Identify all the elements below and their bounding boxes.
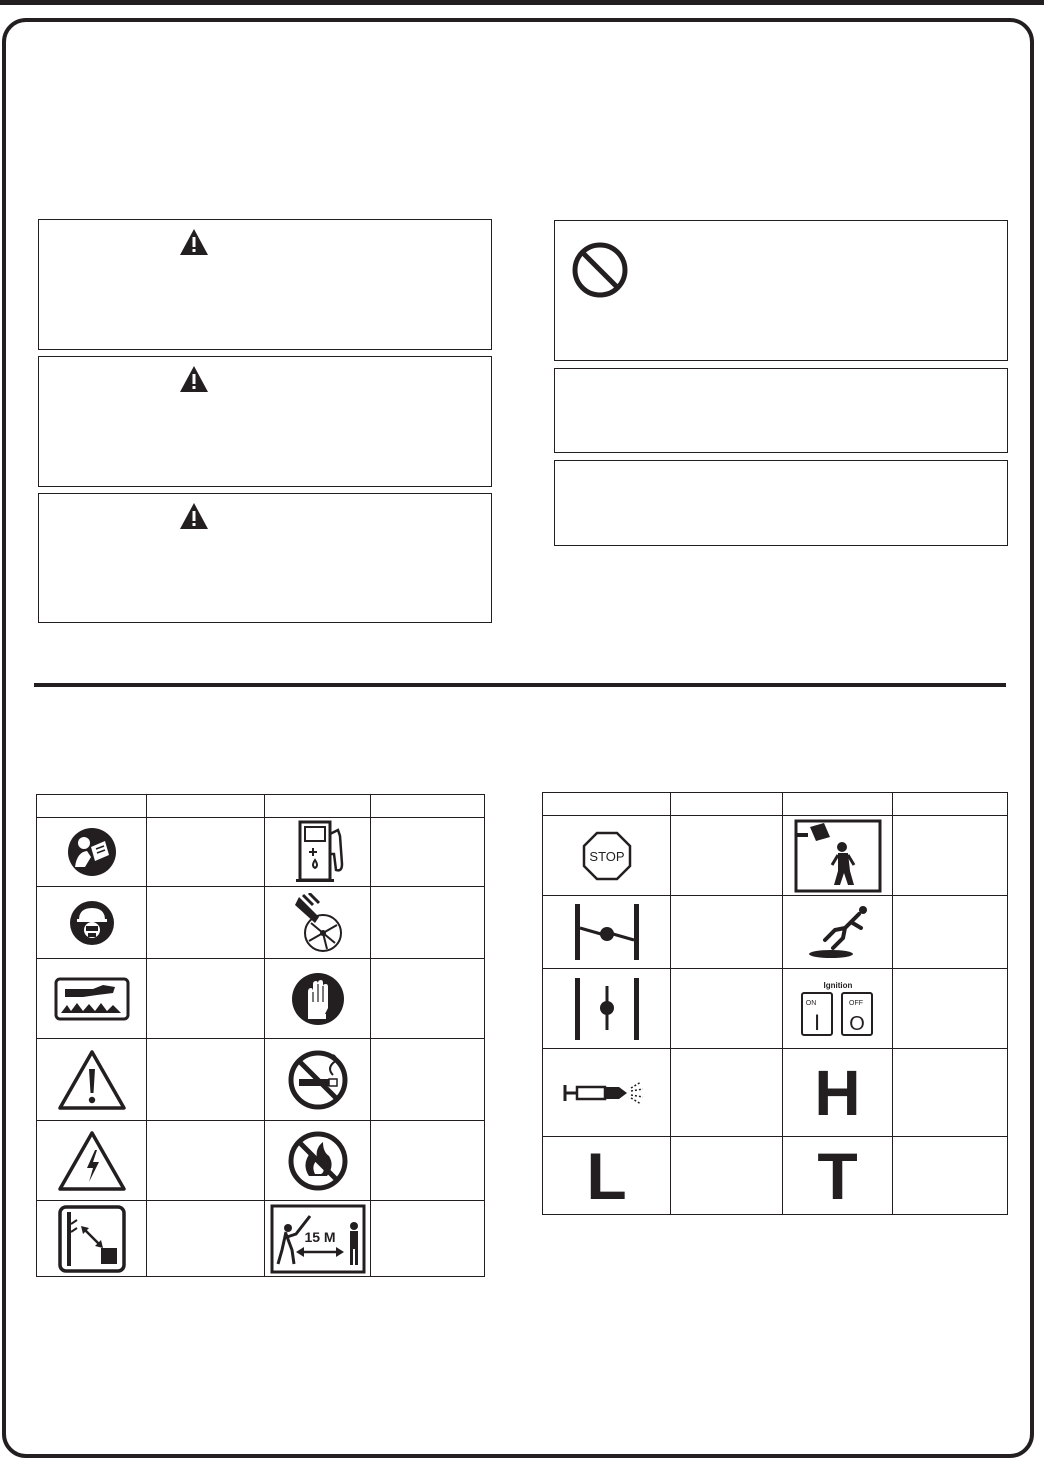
alert-triangle-icon — [179, 365, 209, 393]
letter-l-icon: L — [586, 1138, 627, 1213]
table-header-row — [543, 793, 1008, 816]
letter-h-icon: H — [814, 1056, 861, 1129]
high-pressure-injection-icon — [559, 1076, 655, 1110]
pole-clearance-icon — [57, 1204, 127, 1274]
symbols-table-left — [36, 794, 485, 1277]
warning-box — [38, 356, 492, 487]
prohibited-box — [554, 220, 1008, 361]
table-row — [543, 1049, 1008, 1137]
valve-closed-icon — [567, 976, 647, 1042]
table-row — [37, 959, 485, 1039]
alert-triangle-icon — [179, 502, 209, 530]
table-row — [543, 896, 1008, 969]
ignition-title: Ignition — [823, 980, 852, 990]
alert-triangle-icon — [179, 228, 209, 256]
important-box — [554, 460, 1008, 546]
on-label: ON — [805, 999, 816, 1007]
stop-label: STOP — [588, 848, 625, 864]
table-row — [543, 1137, 1008, 1215]
protective-glove-icon — [291, 972, 345, 1026]
table-row — [37, 1201, 485, 1277]
hand-hot-surface-icon — [53, 977, 131, 1021]
distance-15m-icon — [270, 1204, 366, 1274]
warning-exclamation-icon — [57, 1049, 127, 1111]
table-row — [543, 969, 1008, 1049]
table-row — [37, 1039, 485, 1121]
no-open-flame-icon — [287, 1130, 349, 1192]
off-label: OFF — [848, 999, 863, 1007]
table-header-row — [37, 795, 485, 818]
symbols-table-right — [542, 792, 1008, 1215]
danger-box — [38, 219, 492, 350]
table-row — [37, 1121, 485, 1201]
valve-open-icon — [567, 902, 647, 962]
hand-fan-entanglement-icon — [289, 893, 347, 953]
table-row — [37, 887, 485, 959]
falling-object-icon — [794, 819, 882, 893]
hard-hat-mask-icon — [69, 900, 115, 946]
read-manual-icon — [67, 827, 117, 877]
section-divider — [34, 683, 1006, 687]
electrical-shock-icon — [57, 1130, 127, 1192]
slip-hazard-icon — [805, 904, 871, 960]
table-row — [543, 816, 1008, 896]
no-smoking-icon — [287, 1049, 349, 1111]
notice-box — [554, 368, 1008, 453]
caution-box — [38, 493, 492, 623]
stop-sign-icon — [582, 831, 632, 881]
table-row — [37, 818, 485, 887]
distance-label: 15 M — [303, 1228, 336, 1245]
fuel-pump-icon — [288, 820, 348, 884]
off-symbol: O — [848, 1012, 865, 1035]
prohibition-icon — [571, 241, 629, 299]
ignition-switch-icon — [798, 979, 878, 1039]
letter-t-icon: T — [817, 1138, 858, 1213]
on-symbol: I — [813, 1009, 820, 1035]
top-rule — [0, 0, 1044, 5]
